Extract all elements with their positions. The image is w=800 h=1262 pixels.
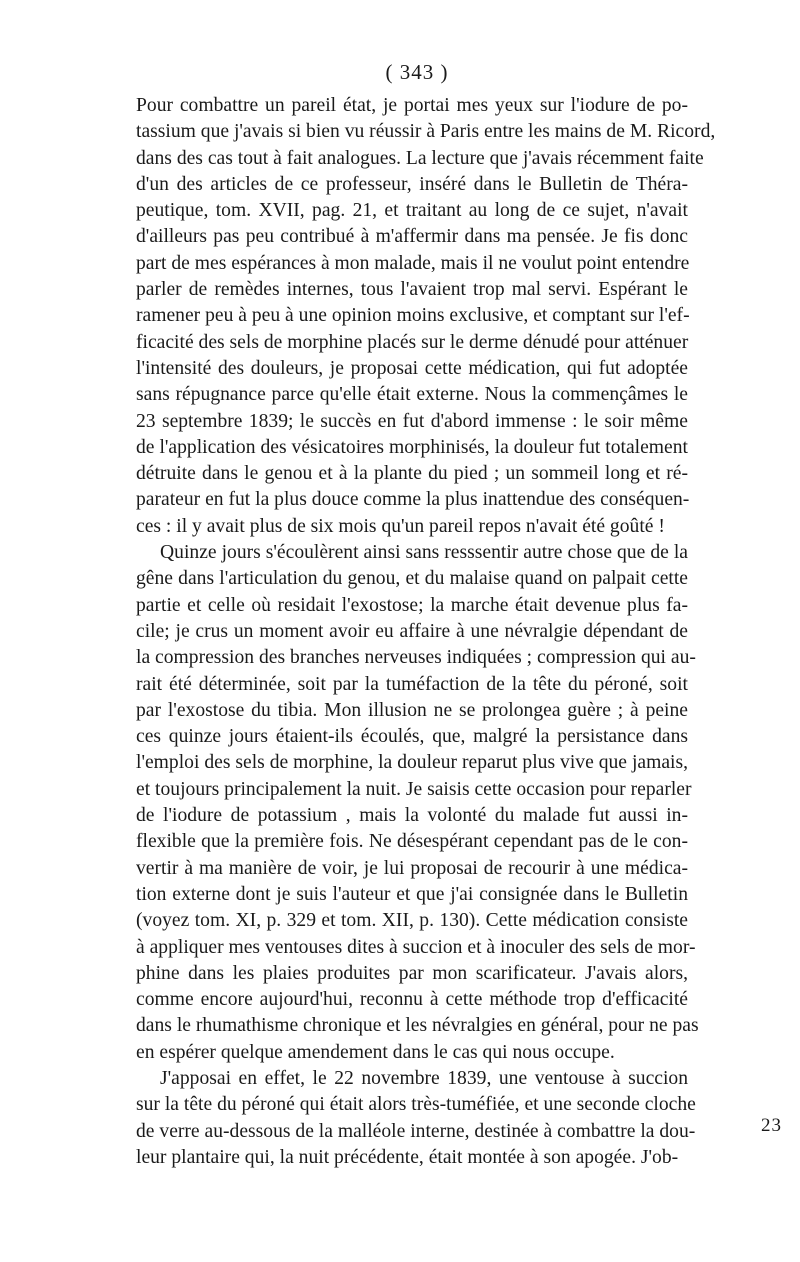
text-line: de l'application des vésicatoires morphinisés, la douleur fut totalement <box>136 436 688 458</box>
text-line: tion externe dont je suis l'auteur et que j'ai consignée dans le Bulletin <box>136 883 688 905</box>
paragraph <box>136 540 699 1066</box>
text-line: J'apposai en effet, le 22 novembre 1839, une ventouse à succion <box>160 1067 688 1089</box>
text-line: parler de remèdes internes, tous l'avaient trop mal servi. Espérant le <box>136 279 688 301</box>
text-line: parateur en fut la plus douce comme la plus inattendue des conséquen- <box>136 489 690 511</box>
text-line: Quinze jours s'écoulèrent ainsi sans resssentir autre chose que de la <box>160 542 688 564</box>
text-line: d'ailleurs pas peu contribué à m'affermir dans ma pensée. Je fis donc <box>136 226 688 248</box>
text-line: partie et celle où residait l'exostose; la marche était devenue plus fa- <box>136 594 688 616</box>
text-line: de l'iodure de potassium , mais la volonté du malade fut aussi in- <box>136 805 688 827</box>
page-number: ( 343 ) <box>385 60 449 84</box>
text-line: rait été déterminée, soit par la tuméfaction de la tête du péroné, soit <box>136 673 688 695</box>
text-line: l'intensité des douleurs, je proposai cette médication, qui fut adoptée <box>136 357 688 379</box>
text-line: Pour combattre un pareil état, je portai mes yeux sur l'iodure de po- <box>136 95 688 116</box>
text-line: part de mes espérances à mon malade, mais il ne voulut point entendre <box>136 252 690 274</box>
text-line: en espérer quelque amendement dans le cas qui nous occupe. <box>136 1041 615 1063</box>
text-line: la compression des branches nerveuses indiquées ; compression qui au- <box>136 647 696 669</box>
text-line: gêne dans l'articulation du genou, et du malaise quand on palpait cette <box>136 568 688 590</box>
text-line: tassium que j'avais si bien vu réussir à Paris entre les mains de M. Ricord, <box>136 121 716 143</box>
text-line: phine dans les plaies produites par mon scarificateur. J'avais alors, <box>136 962 688 984</box>
text-line: leur plantaire qui, la nuit précédente, était montée à son apogée. J'ob- <box>136 1146 679 1168</box>
text-line: (voyez tom. XI, p. 329 et tom. XII, p. 130). Cette médication consiste <box>136 910 688 932</box>
text-line: détruite dans le genou et à la plante du pied ; un sommeil long et ré- <box>136 463 688 485</box>
text-line: cile; je crus un moment avoir eu affaire à une névralgie dépendant de <box>136 620 688 642</box>
text-line: ficacité des sels de morphine placés sur le derme dénudé pour atténuer <box>136 331 689 353</box>
document-page <box>136 60 716 1171</box>
text-line: ramener peu à peu à une opinion moins exclusive, et comptant sur l'ef- <box>136 305 690 327</box>
text-line: ces quinze jours étaient-ils écoulés, que, malgré la persistance dans <box>136 726 688 748</box>
text-line: à appliquer mes ventouses dites à succion et à inoculer des sels de mor- <box>136 936 696 958</box>
signature-mark: 23 <box>761 1115 782 1136</box>
text-line: sans répugnance parce qu'elle était externe. Nous la commençâmes le <box>136 384 688 406</box>
paragraph <box>136 1066 696 1171</box>
text-line: l'emploi des sels de morphine, la douleur reparut plus vive que jamais, <box>136 752 688 774</box>
text-line: vertir à ma manière de voir, je lui proposai de recourir à une médica- <box>136 857 688 879</box>
text-line: 23 septembre 1839; le succès en fut d'abord immense : le soir même <box>136 410 688 432</box>
text-line: de verre au-dessous de la malléole interne, destinée à combattre la dou- <box>136 1120 696 1142</box>
text-line: peutique, tom. XVII, pag. 21, et traitant au long de ce sujet, n'avait <box>136 200 688 222</box>
text-line: flexible que la première fois. Ne désespérant cependant pas de le con- <box>136 831 688 853</box>
text-line: ces : il y avait plus de six mois qu'un pareil repos n'avait été goûté ! <box>136 515 665 537</box>
text-line: dans des cas tout à fait analogues. La lecture que j'avais récemment faite <box>136 147 704 169</box>
text-line: et toujours principalement la nuit. Je saisis cette occasion pour reparler <box>136 778 692 800</box>
body-text <box>136 93 716 1171</box>
paragraph <box>136 93 716 540</box>
text-line: sur la tête du péroné qui était alors très-tuméfiée, et une seconde cloche <box>136 1094 696 1116</box>
text-line: d'un des articles de ce professeur, inséré dans le Bulletin de Théra- <box>136 173 688 195</box>
text-line: comme encore aujourd'hui, reconnu à cette méthode trop d'efficacité <box>136 989 688 1011</box>
text-line: par l'exostose du tibia. Mon illusion ne se prolongea guère ; à peine <box>136 699 688 721</box>
text-line: dans le rhumathisme chronique et les névralgies en général, pour ne pas <box>136 1015 699 1037</box>
